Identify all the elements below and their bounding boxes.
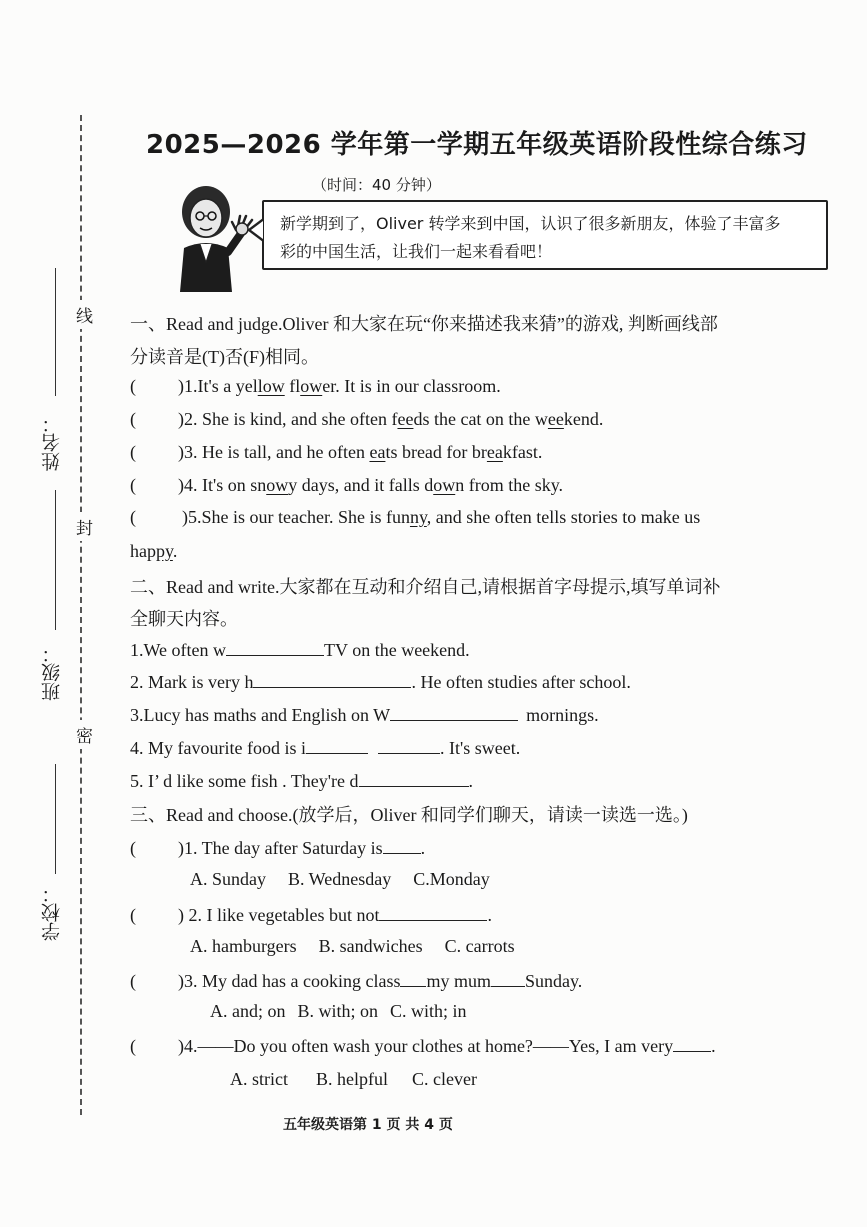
write-question-4: 4. My favourite food is i . It's sweet. [130, 738, 521, 758]
answer-blank[interactable] [226, 638, 324, 656]
answer-blank[interactable] [491, 969, 525, 987]
option-a[interactable]: A. Sunday [190, 869, 266, 889]
option-a[interactable]: A. hamburgers [190, 936, 297, 956]
answer-blank[interactable] [400, 969, 426, 987]
paren-open: ( [130, 1036, 136, 1056]
class-field[interactable] [55, 490, 56, 630]
paren-open: ( [130, 971, 136, 991]
choose-options-3 [210, 1001, 489, 1022]
answer-blank[interactable] [359, 769, 469, 787]
write-question-1: 1.We often w TV on the weekend. [130, 640, 470, 660]
section2-heading-line2: 全聊天内容。 [130, 609, 238, 629]
write-question-5: 5. I’ d like some fish . They're d . [130, 771, 474, 791]
speech-bubble [262, 200, 828, 270]
judge-question-4: ( )4. It's on snowy days, and it falls down from the sky. [130, 475, 564, 495]
school-field[interactable] [55, 764, 56, 874]
section1-heading-line2: 分读音是(T)否(F)相同。 [130, 347, 319, 367]
answer-blank[interactable] [306, 736, 368, 754]
choose-question-3: ( )3. My dad has a cooking class my mum Sunday. [130, 971, 583, 991]
answer-blank[interactable] [378, 736, 440, 754]
class-label: 班级： [41, 644, 63, 701]
paren-open: ( [130, 409, 136, 429]
answer-blank[interactable] [390, 703, 518, 721]
binding-mark-line: 线 [76, 300, 93, 329]
time-limit: （时间：40 分钟） [312, 176, 441, 194]
paren-open: ( [130, 838, 136, 858]
binding-mark-seal: 封 [76, 512, 93, 541]
page-title: 2025—2026 学年第一学期五年级英语阶段性综合练习 [146, 130, 808, 160]
option-b[interactable]: B. with; on [297, 1001, 379, 1021]
answer-blank[interactable] [379, 903, 487, 921]
choose-options-1 [190, 869, 512, 890]
option-a[interactable]: A. strict [230, 1069, 288, 1089]
judge-question-5-line1: ( )5.She is our teacher. She is funny, and she often tells stories to make us [130, 507, 701, 527]
section3-heading: 三、Read and choose.(放学后，Oliver 和同学们聊天，请读一读选一选。) [130, 805, 688, 825]
paren-open: ( [130, 507, 136, 527]
name-field[interactable] [55, 268, 56, 396]
binding-dashed-line [80, 115, 82, 1115]
option-c[interactable]: C. carrots [444, 936, 515, 956]
choose-question-2: ( ) 2. I like vegetables but not . [130, 905, 492, 925]
judge-question-3: ( )3. He is tall, and he often eats bread for breakfast. [130, 442, 543, 462]
option-b[interactable]: B. Wednesday [288, 869, 392, 889]
speech-bubble-tail-fill [251, 221, 263, 239]
judge-question-1: ( )1.It's a yellow flower. It is in our classroom. [130, 376, 501, 396]
school-label: 学校： [41, 884, 63, 941]
option-b[interactable]: B. helpful [316, 1069, 388, 1089]
option-c[interactable]: C.Monday [413, 869, 490, 889]
answer-blank[interactable] [253, 670, 411, 688]
paren-open: ( [130, 475, 136, 495]
choose-question-4: ( )4.——Do you often wash your clothes at home?——Yes, I am very . [130, 1036, 716, 1056]
answer-blank[interactable] [673, 1034, 711, 1052]
paren-open: ( [130, 905, 136, 925]
intro-line-1: 新学期到了，Oliver 转学来到中国，认识了很多新朋友，体验了丰富多 [280, 214, 781, 233]
section1-heading-line1: 一、Read and judge.Oliver 和大家在玩“你来描述我来猜”的游戏, 判断画线部 [130, 314, 718, 334]
option-a[interactable]: A. and; on [210, 1001, 286, 1021]
intro-line-2: 彩的中国生活，让我们一起来看看吧！ [280, 242, 553, 261]
choose-question-1: ( )1. The day after Saturday is . [130, 838, 426, 858]
name-label: 姓名： [41, 414, 63, 471]
binding-mark-secret: 密 [76, 720, 93, 749]
paren-open: ( [130, 442, 136, 462]
option-c[interactable]: C. clever [412, 1069, 477, 1089]
choose-options-2 [190, 936, 537, 957]
write-question-3: 3.Lucy has maths and English on W mornings. [130, 705, 599, 725]
choose-options-4 [230, 1069, 499, 1090]
answer-blank[interactable] [383, 836, 421, 854]
section2-heading-line1: 二、Read and write.大家都在互动和介绍自己,请根据首字母提示,填写单词补 [130, 577, 721, 597]
judge-question-2: ( )2. She is kind, and she often feeds the cat on the weekend. [130, 409, 604, 429]
page-footer: 五年级英语第 1 页 共 4 页 [283, 1117, 453, 1133]
option-c[interactable]: C. with; in [390, 1001, 467, 1021]
write-question-2: 2. Mark is very h . He often studies after school. [130, 672, 631, 692]
paren-open: ( [130, 376, 136, 396]
judge-question-5-line2: happy. [130, 541, 178, 561]
option-b[interactable]: B. sandwiches [318, 936, 423, 956]
